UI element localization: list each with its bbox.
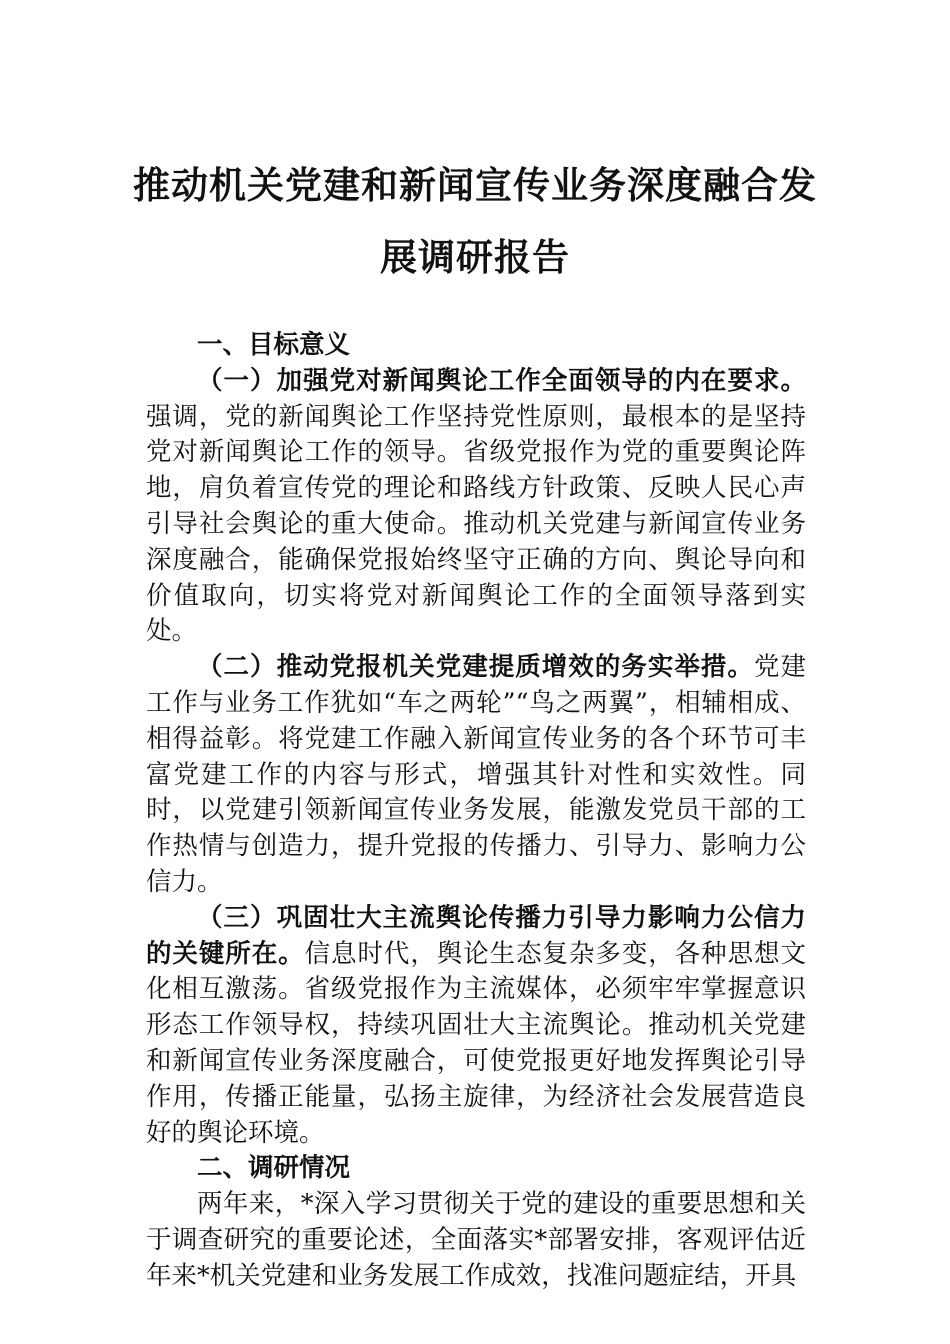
section-heading-research: 二、调研情况 [197,1153,351,1184]
paragraph-2-lead: （二）推动党报机关党建提质增效的务实举措。 [197,652,754,683]
paragraph-1-body: 强调，党的新闻舆论工作坚持党性原则，最根本的是坚持党对新闻舆论工作的领导。省级党报作为党的重要舆论阵地，肩负着宣传党的理论和路线方针政策、反映人民心声引导社会舆论的重大使命。推动机关党建与新闻宣传业务深度融合，能确保党报始终坚守正确的方向、舆论导向和价值取向，切实将党对新闻舆论工作的全面领导落到实处。 [146,401,806,647]
paragraph-1-lead: （一）加强党对新闻舆论工作全面领导的内在要求。 [197,365,806,396]
paragraph-3 [146,901,806,1152]
paragraph-2-body: 党建工作与业务工作犹如“车之两轮”“鸟之两翼”，相辅相成、相得益彰。将党建工作融入新闻宣传业务的各个环节可丰富党建工作的内容与形式，增强其针对性和实效性。同时，以党建引领新闻宣传业务发展，能激发党员干部的工作热情与创造力，提升党报的传播力、引导力、影响力公信力。 [146,652,806,897]
paragraph-3-body: 信息时代，舆论生态复杂多变，各种思想文化相互激荡。省级党报作为主流媒体，必须牢牢掌握意识形态工作领导权，持续巩固壮大主流舆论。推动机关党建和新闻宣传业务深度融合，可使党报更好地发挥舆论引导作用，传播正能量，弘扬主旋律，为经济社会发展营造良好的舆论环境。 [146,938,806,1148]
paragraph-1 [146,364,806,650]
document-title-line-1: 推动机关党建和新闻宣传业务深度融合发 [133,163,817,207]
document-body [146,328,806,1295]
paragraph-3-lead: （三）巩固壮大主流舆论传播力引导力影响力公信力的关键所在。 [146,902,806,969]
paragraph-4: 两年来，*深入学习贯彻关于党的建设的重要思想和关于调查研究的重要论述，全面落实*部署安排，客观评估近年来*机关党建和业务发展工作成效，找准问题症结，开具 [146,1189,806,1291]
section-heading-goals: 一、目标意义 [197,330,351,360]
paragraph-2 [146,650,806,901]
document-title-line-2: 展调研报告 [380,235,570,279]
